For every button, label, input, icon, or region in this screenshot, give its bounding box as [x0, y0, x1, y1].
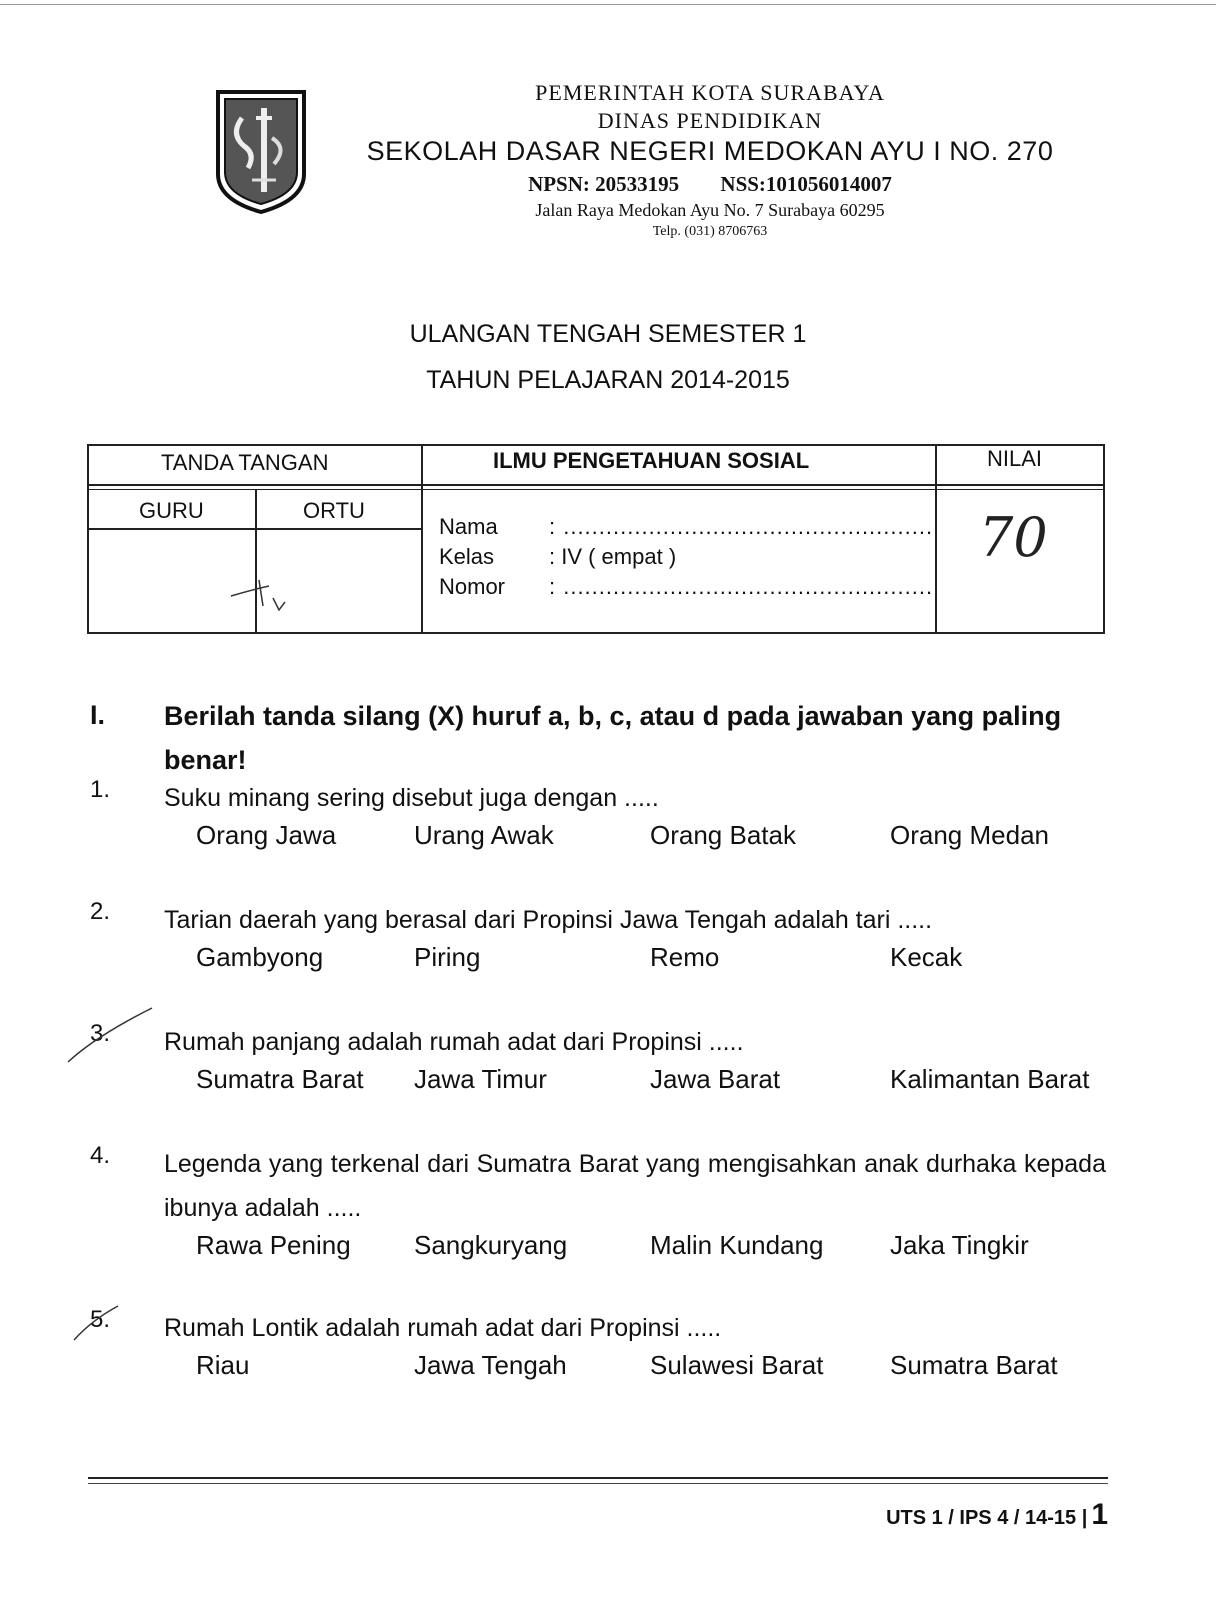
nama-label: Nama: [439, 514, 498, 539]
exam-year: TAHUN PELAJARAN 2014-2015: [426, 366, 790, 394]
question-number: 3.: [90, 1020, 111, 1047]
option-a[interactable]: Riau: [196, 1350, 250, 1380]
student-info-table: [87, 444, 1105, 634]
option-b[interactable]: Piring: [414, 942, 481, 972]
header-school-name: SEKOLAH DASAR NEGERI MEDOKAN AYU I NO. 270: [366, 136, 1054, 166]
option-d[interactable]: Kalimantan Barat: [890, 1064, 1090, 1094]
option-c[interactable]: Malin Kundang: [650, 1230, 824, 1260]
option-a[interactable]: Gambyong: [196, 942, 324, 972]
nomor-field: : ....................................................: [549, 574, 934, 599]
question-text: Rumah panjang adalah rumah adat dari Propinsi .....: [164, 1028, 744, 1056]
option-a[interactable]: Rawa Pening: [196, 1230, 351, 1260]
header-npsn: NPSN: 20533195: [528, 172, 680, 196]
question-text: Rumah Lontik adalah rumah adat dari Propinsi .....: [164, 1314, 722, 1342]
page-number: 1: [1091, 1498, 1108, 1531]
table-header-rule: [89, 489, 1103, 490]
kelas-field: : IV ( empat ): [549, 544, 677, 569]
table-divider: [935, 446, 937, 632]
option-c[interactable]: Jawa Barat: [650, 1064, 781, 1094]
option-a[interactable]: Sumatra Barat: [196, 1064, 364, 1094]
header-phone: Telp. (031) 8706763: [652, 224, 768, 239]
question-text: Suku minang sering disebut juga dengan .....: [164, 784, 659, 812]
header-ids: [330, 172, 1090, 197]
ortu-label: ORTU: [303, 498, 365, 523]
option-d[interactable]: Kecak: [890, 942, 963, 972]
footer-code: UTS 1 / IPS 4 / 14-15 |: [886, 1507, 1088, 1529]
header-government: PEMERINTAH KOTA SURABAYA: [535, 80, 885, 105]
option-c[interactable]: Remo: [650, 942, 720, 972]
option-b[interactable]: Jawa Tengah: [414, 1350, 567, 1380]
question-number: 5.: [90, 1306, 111, 1333]
option-d[interactable]: Sumatra Barat: [890, 1350, 1058, 1380]
subject-name: ILMU PENGETAHUAN SOSIAL: [493, 448, 810, 473]
nomor-row: [439, 574, 933, 600]
score-header: NILAI: [987, 446, 1043, 471]
header-nss: NSS:101056014007: [720, 172, 892, 196]
wrong-mark-icon: [66, 1006, 156, 1066]
option-b[interactable]: Urang Awak: [414, 820, 554, 850]
surabaya-crest-logo: [212, 88, 310, 216]
question-text: Legenda yang terkenal dari Sumatra Barat yang mengisahkan anak durhaka kepada ibunya adalah .....: [164, 1150, 1106, 1222]
page-footer: [860, 1498, 1108, 1532]
footer-rule: [88, 1477, 1108, 1479]
option-a[interactable]: Orang Jawa: [196, 820, 337, 850]
exam-title: ULANGAN TENGAH SEMESTER 1: [409, 320, 807, 348]
kelas-label: Kelas: [439, 544, 495, 569]
table-subheader-rule: [89, 528, 421, 530]
question-number: 4.: [90, 1142, 111, 1169]
nama-field: : ....................................................: [549, 514, 934, 539]
guru-label: GURU: [139, 498, 204, 523]
question-number: 2.: [90, 898, 111, 925]
question-number: 1.: [90, 776, 111, 803]
option-c[interactable]: Orang Batak: [650, 820, 796, 850]
wrong-mark-icon: [72, 1304, 122, 1344]
kelas-row: [439, 544, 676, 570]
option-b[interactable]: Sangkuryang: [414, 1230, 568, 1260]
handwritten-signature: [229, 576, 299, 616]
nama-row: [439, 514, 933, 540]
top-scan-rule: [0, 4, 1216, 5]
section-instruction: Berilah tanda silang (X) huruf a, b, c, atau d pada jawaban yang paling benar!: [164, 701, 1062, 775]
question-text: Tarian daerah yang berasal dari Propinsi Jawa Tengah adalah tari .....: [164, 906, 933, 934]
option-b[interactable]: Jawa Timur: [414, 1064, 547, 1094]
section-number: I.: [90, 700, 106, 730]
option-c[interactable]: Sulawesi Barat: [650, 1350, 824, 1380]
option-d[interactable]: Orang Medan: [890, 820, 1049, 850]
table-header-rule: [89, 484, 1103, 486]
footer-rule: [88, 1483, 1108, 1484]
handwritten-score: 70: [979, 506, 1048, 569]
header-address: Jalan Raya Medokan Ayu No. 7 Surabaya 60295: [535, 200, 885, 220]
signature-header: TANDA TANGAN: [161, 450, 329, 475]
table-divider: [421, 446, 423, 632]
header-department: DINAS PENDIDIKAN: [597, 108, 823, 133]
option-d[interactable]: Jaka Tingkir: [890, 1230, 1029, 1260]
nomor-label: Nomor: [439, 574, 506, 599]
